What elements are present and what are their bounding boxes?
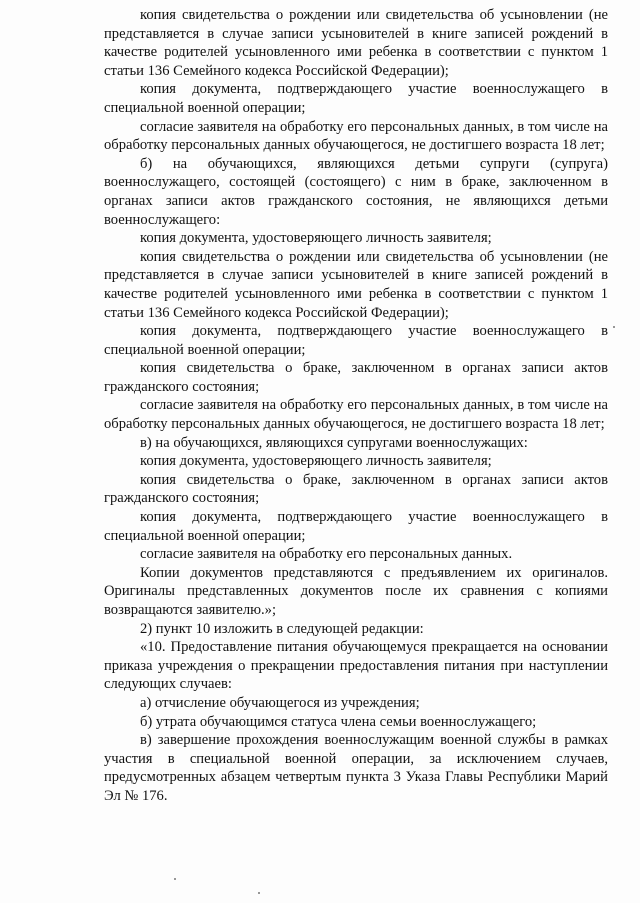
paragraph-identity-doc-2: копия документа, удостоверяющего личность заявителя; [140,453,492,470]
paragraph-case-v: в) завершение прохождения военнослужащим военной службы в рамках участия в специальной военной операции, за исключением случаев, предусмотренных абзацем четвертым пункта 3 Указа Главы Республики Марий Эл № 176. [104,732,608,804]
paragraph-birth-certificate-2: копия свидетельства о рождении или свидетельства об усыновлении (не представляется в случае записи усыновителей в книге записей рождений в качестве родителей усыновленного ими ребенка в соответствии с пунктом 1 статьи 136 Семейного кодекса Российской Федерации); [104,248,608,321]
paragraph-case-a: а) отчисление обучающегося из учреждения; [140,694,420,711]
paragraph-marriage-certificate-2: копия свидетельства о браке, заключенном в органах записи актов гражданского состояния; [104,471,608,507]
paragraph-item-v: в) на обучающихся, являющихся супругами военнослужащих: [140,434,528,451]
paragraph-point-10-text: «10. Предоставление питания обучающемуся прекращается на основании приказа учреждения о прекращении предоставления питания при наступлении следующих случаев: [104,639,608,693]
scan-speck [613,326,615,328]
paragraph-copies-originals: Копии документов представляются с предъявлением их оригиналов. Оригиналы представленных документов после их сравнения с копиями возвращаются заявителю.»; [104,564,608,618]
scan-speck [174,878,176,880]
paragraph-consent-3: согласие заявителя на обработку его персональных данных. [140,546,513,563]
paragraph-consent-2: согласие заявителя на обработку его персональных данных, в том числе на обработку персональных данных обучающегося, не достигшего возраста 18 лет; [104,397,608,433]
paragraph-participation-doc-3: копия документа, подтверждающего участие военнослужащего в специальной военной операции; [104,509,608,544]
paragraph-case-b: б) утрата обучающимся статуса члена семьи военнослужащего; [140,713,537,730]
paragraph-participation-doc-1: копия документа, подтверждающего участие военнослужащего в специальной военной операции; [104,81,608,116]
paragraph-consent-1: согласие заявителя на обработку его персональных данных, в том числе на обработку персональных данных обучающегося, не достигшего возраста 18 лет; [104,118,608,154]
paragraph-item-b: б) на обучающихся, являющихся детьми супруги (супруга) военнослужащего, состоящей (состоящего) с ним в браке, заключенном в органах записи актов гражданского состояния, не являющихся детьми военнослужащего: [104,155,608,228]
paragraph-birth-certificate-1: копия свидетельства о рождении или свидетельства об усыновлении (не представляется в случае записи усыновителей в книге записей рождений в качестве родителей усыновленного ими ребенка в соответствии с пунктом 1 статьи 136 Семейного кодекса Российской Федерации); [104,7,608,79]
paragraph-marriage-certificate-1: копия свидетельства о браке, заключенном в органах записи актов гражданского состояния; [104,360,608,395]
paragraph-identity-doc-1: копия документа, удостоверяющего личность заявителя; [140,230,492,247]
paragraph-participation-doc-2: копия документа, подтверждающего участие военнослужащего в специальной военной операции; [104,323,608,358]
paragraph-point-10-amend: 2) пункт 10 изложить в следующей редакции: [140,620,424,637]
scan-speck [258,892,260,894]
